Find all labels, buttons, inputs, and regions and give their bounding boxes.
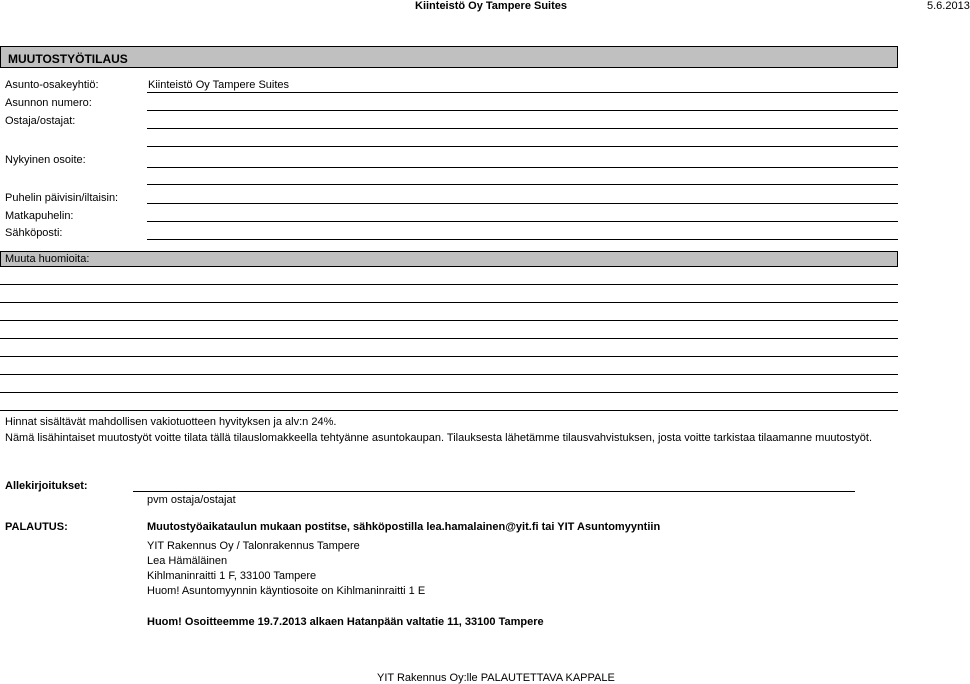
return-address-line-2: Lea Hämäläinen bbox=[147, 555, 228, 567]
return-address-line-3: Kihlmaninraitti 1 F, 33100 Tampere bbox=[147, 570, 317, 582]
footer-text: YIT Rakennus Oy:lle PALAUTETTAVA KAPPALE bbox=[377, 672, 615, 684]
return-instruction: Muutostyöaikataulun mukaan postitse, sähköpostilla lea.hamalainen@yit.fi tai YIT Asuntomyyntiin bbox=[147, 521, 661, 533]
signatures-label: Allekirjoitukset: bbox=[5, 480, 88, 492]
notes-line-8[interactable] bbox=[0, 410, 898, 411]
buyers-field-1[interactable] bbox=[147, 128, 898, 129]
notes-line-2[interactable] bbox=[0, 302, 898, 303]
notes-label: Muuta huomioita: bbox=[5, 253, 90, 265]
address-field-2[interactable] bbox=[147, 184, 898, 185]
info-order: Nämä lisähintaiset muutostyöt voitte tilata tällä tilauslomakkeella tehtyänne asuntokaupan. Tilauksesta lähetämme tilausvahvistuksen, josta voitte tarkistaa tilaamanne muutostyöt. bbox=[5, 432, 873, 444]
mobile-field[interactable] bbox=[147, 221, 898, 222]
label-email: Sähköposti: bbox=[5, 227, 63, 239]
label-mobile: Matkapuhelin: bbox=[5, 210, 74, 222]
notes-line-6[interactable] bbox=[0, 374, 898, 375]
form-title: MUUTOSTYÖTILAUS bbox=[8, 52, 128, 66]
return-label: PALAUTUS: bbox=[5, 521, 68, 533]
label-apartment-number: Asunnon numero: bbox=[5, 97, 92, 109]
signature-caption: pvm ostaja/ostajat bbox=[147, 494, 236, 506]
return-address-line-4: Huom! Asuntomyynnin käyntiosoite on Kihlmaninraitti 1 E bbox=[147, 585, 426, 597]
value-housing-company: Kiinteistö Oy Tampere Suites bbox=[148, 79, 290, 91]
apartment-number-field[interactable] bbox=[147, 110, 898, 111]
signature-line[interactable] bbox=[133, 491, 855, 492]
title-bar bbox=[0, 46, 898, 68]
address-field-1[interactable] bbox=[147, 167, 898, 168]
notes-line-1[interactable] bbox=[0, 284, 898, 285]
label-housing-company: Asunto-osakeyhtiö: bbox=[5, 79, 99, 91]
label-buyers: Ostaja/ostajat: bbox=[5, 115, 76, 127]
label-phone: Puhelin päivisin/iltaisin: bbox=[5, 192, 119, 204]
notes-line-3[interactable] bbox=[0, 320, 898, 321]
header-company: Kiinteistö Oy Tampere Suites bbox=[415, 0, 568, 12]
label-current-address: Nykyinen osoite: bbox=[5, 154, 86, 166]
header-date: 5.6.2013 bbox=[927, 0, 970, 12]
phone-field[interactable] bbox=[147, 203, 898, 204]
housing-company-line bbox=[147, 92, 898, 93]
notes-line-4[interactable] bbox=[0, 338, 898, 339]
return-address-line-1: YIT Rakennus Oy / Talonrakennus Tampere bbox=[147, 540, 360, 552]
email-field[interactable] bbox=[147, 239, 898, 240]
info-prices: Hinnat sisältävät mahdollisen vakiotuotteen hyvityksen ja alv:n 24%. bbox=[5, 416, 337, 428]
buyers-field-2[interactable] bbox=[147, 146, 898, 147]
notes-line-5[interactable] bbox=[0, 356, 898, 357]
notes-line-7[interactable] bbox=[0, 392, 898, 393]
notes-bar bbox=[0, 251, 898, 267]
address-change-notice: Huom! Osoitteemme 19.7.2013 alkaen Hatanpään valtatie 11, 33100 Tampere bbox=[147, 616, 544, 628]
